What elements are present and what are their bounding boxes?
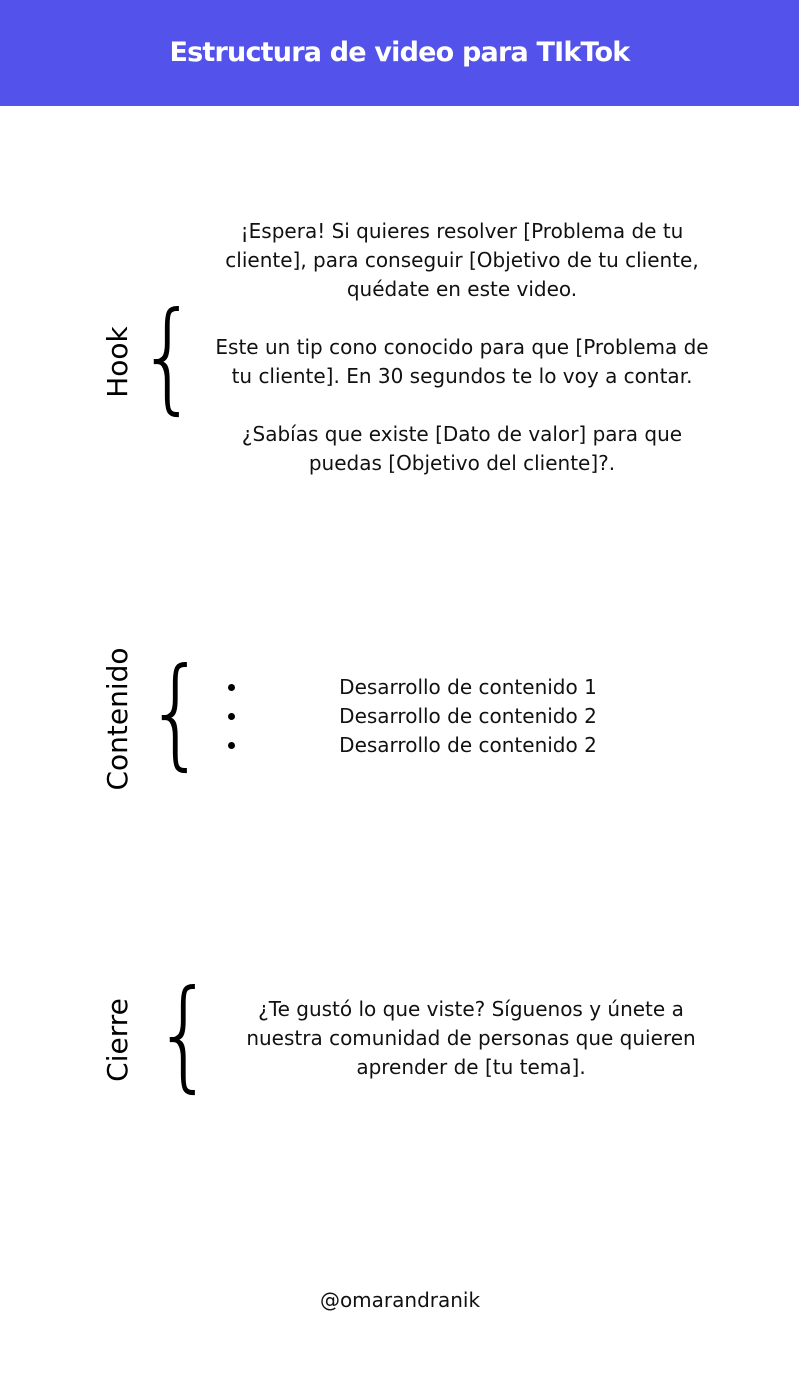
contenido-label: Contenido [101, 647, 134, 791]
list-item [228, 731, 678, 760]
hook-paragraph-1: ¡Espera! Si quieres resolver [Problema de tu cliente], para conseguir [Objetivo de tu cliente, quédate en este video. [225, 219, 699, 301]
list-item-text: Desarrollo de contenido 2 [339, 704, 597, 728]
header-banner [0, 0, 799, 106]
cierre-label: Cierre [101, 998, 134, 1082]
hook-brace: { [137, 286, 199, 426]
hook-label: Hook [101, 326, 134, 398]
list-item-text: Desarrollo de contenido 2 [339, 733, 597, 757]
bullet-icon [228, 742, 235, 749]
bullet-icon [228, 684, 235, 691]
cierre-text: ¿Te gustó lo que viste? Síguenos y únete a nuestra comunidad de personas que quieren aprender de [tu tema]. [246, 997, 696, 1079]
bullet-icon [228, 713, 235, 720]
author-handle: @omarandranik [319, 1288, 481, 1312]
hook-text [208, 217, 716, 478]
hook-paragraph-spacer-2 [208, 391, 716, 420]
contenido-list [228, 673, 678, 760]
list-item-text: Desarrollo de contenido 1 [339, 675, 597, 699]
hook-paragraph-spacer-1 [208, 304, 716, 333]
contenido-brace: { [145, 642, 207, 782]
hook-paragraph-3: ¿Sabías que existe [Dato de valor] para que puedas [Objetivo del cliente]?. [241, 422, 683, 475]
list-item [228, 673, 678, 702]
list-item [228, 702, 678, 731]
page-title: Estructura de video para TIkTok [169, 36, 630, 68]
cierre-brace: { [153, 964, 215, 1104]
hook-paragraph-2: Este un tip cono conocido para que [Problema de tu cliente]. En 30 segundos te lo voy a contar. [215, 335, 709, 388]
